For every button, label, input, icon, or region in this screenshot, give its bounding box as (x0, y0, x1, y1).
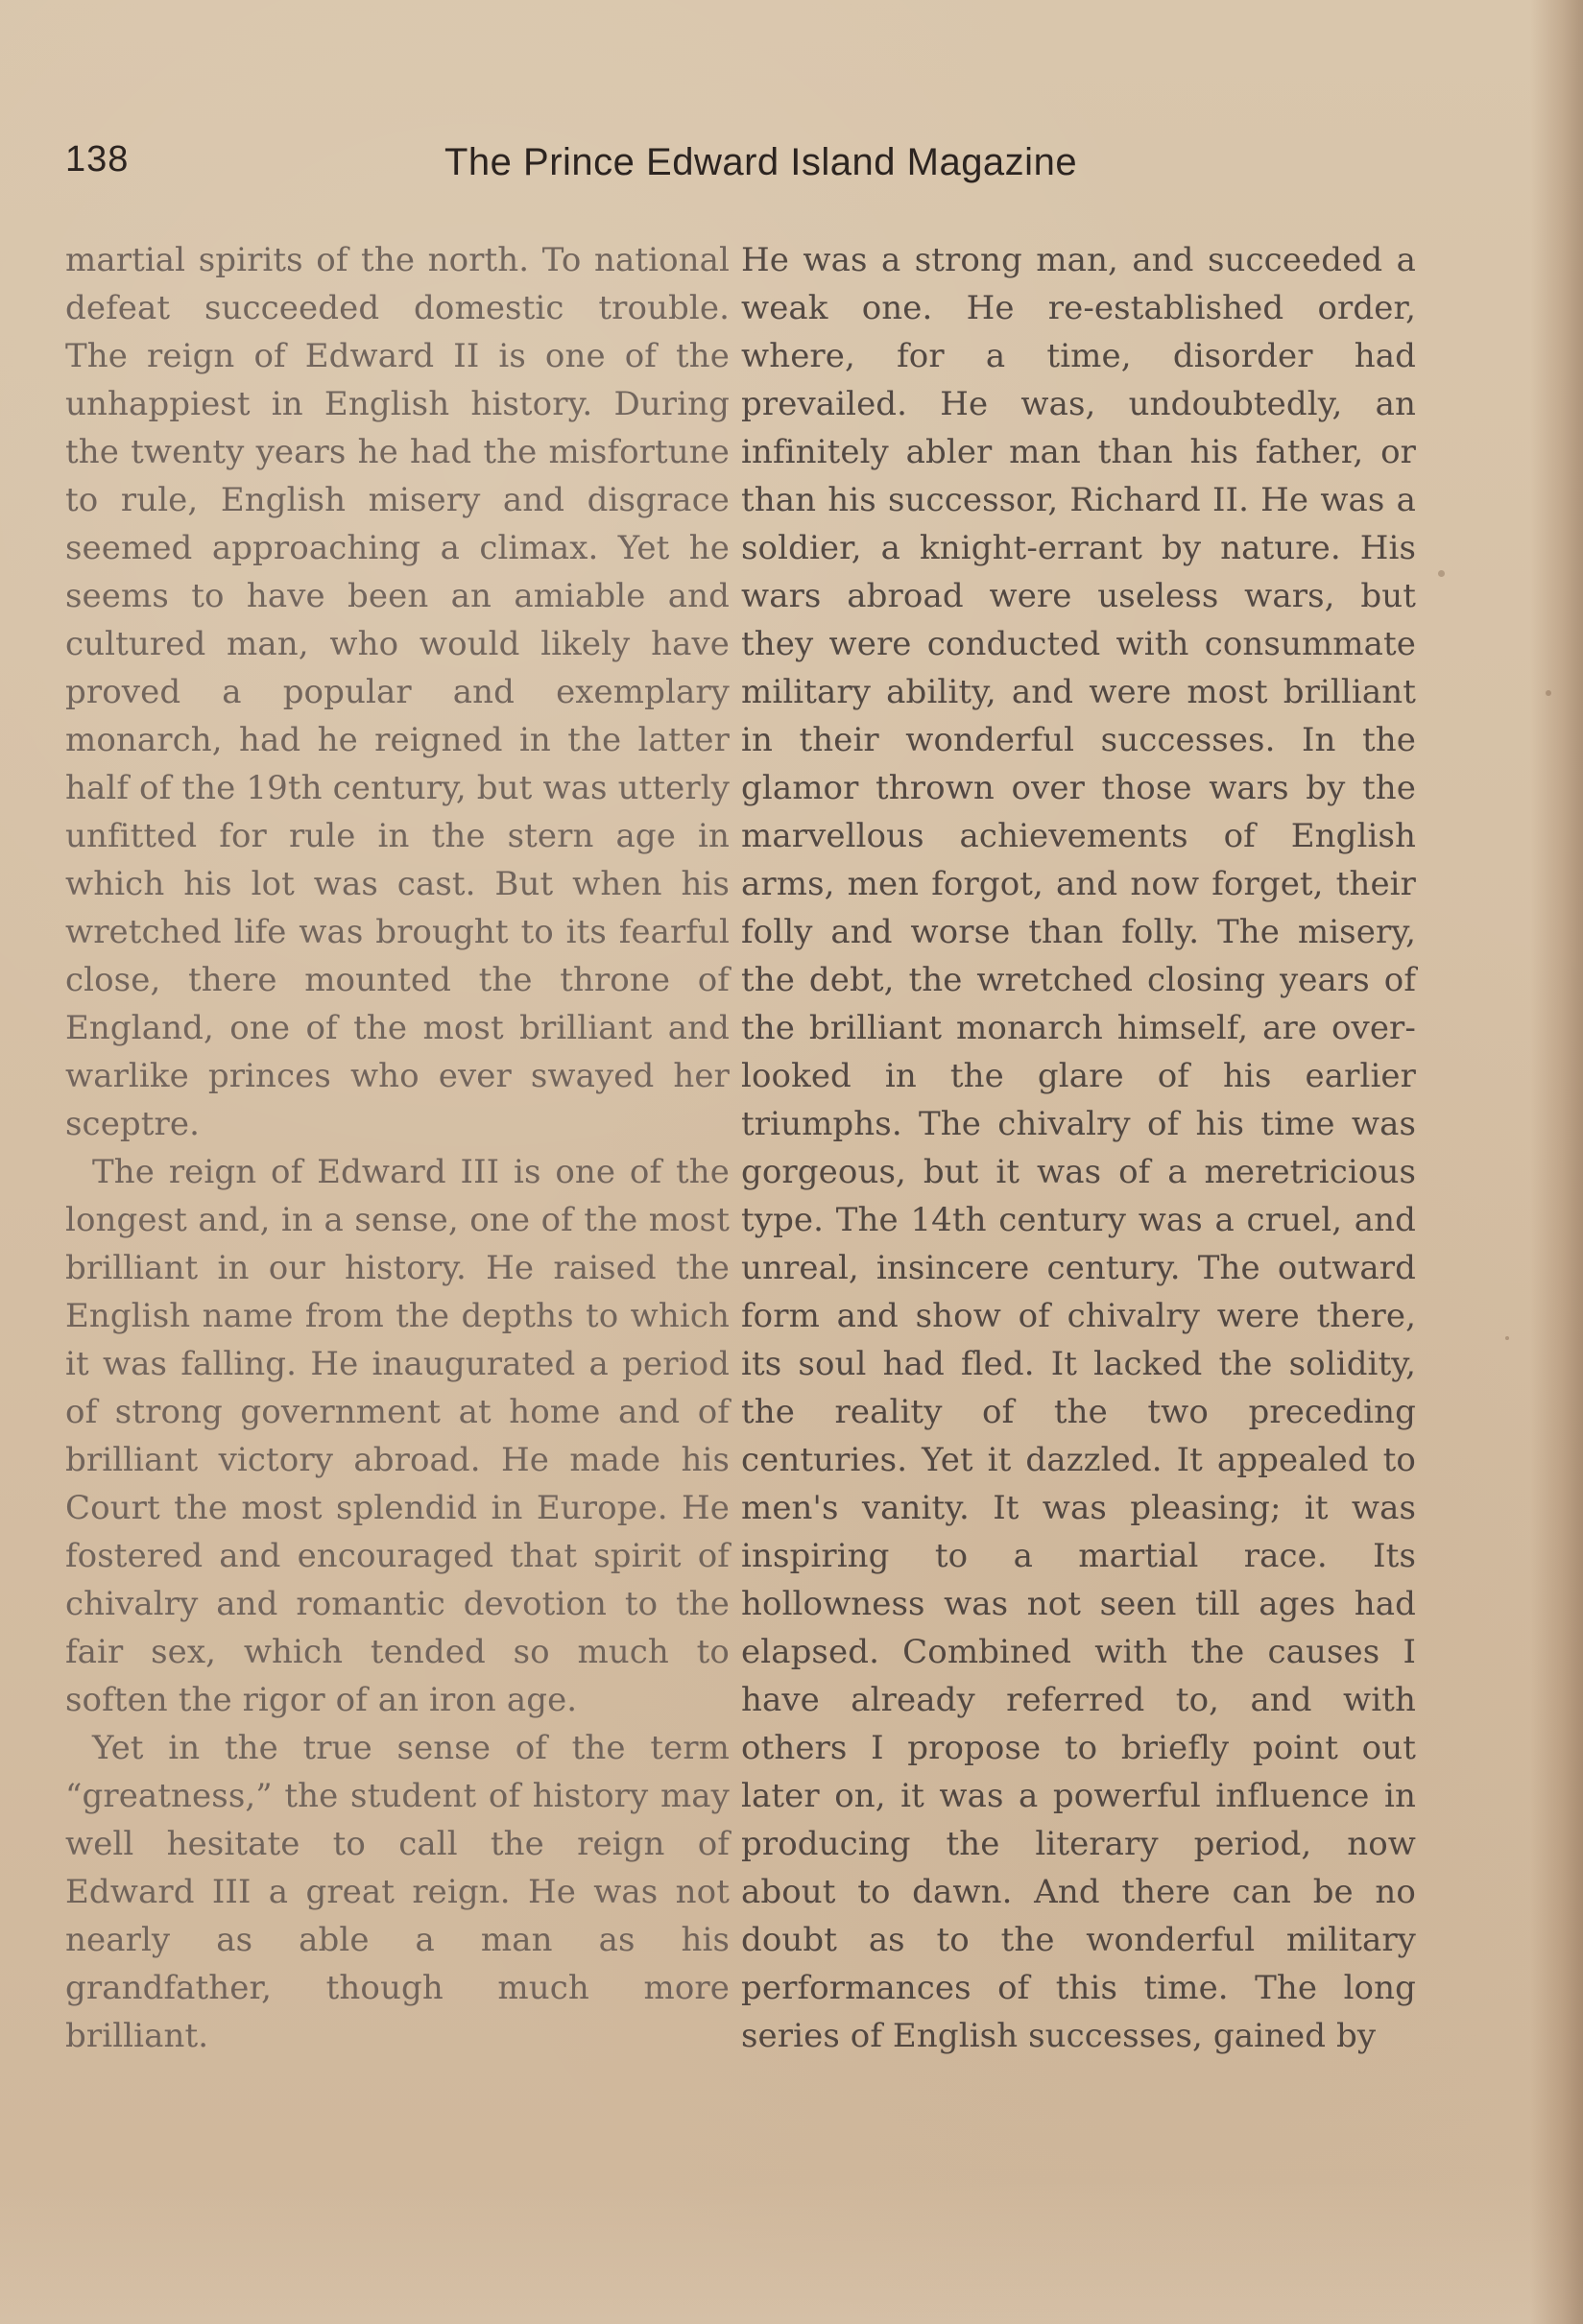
page-header (65, 139, 1140, 206)
paper-speck (1546, 690, 1551, 696)
bottom-paper-fade (0, 2180, 1583, 2324)
right-paragraph-1: He was a strong man, and succeeded a weak one. He re-established order, where, for a time, disorder had prevailed. He was, undoubtedly, an infinitely abler man than his father, or than his successor, Richard II. He was a soldier, a knight-errant by nature. His wars abroad were useless wars, but they were conducted with consummate military ability, and were most brilliant in their wonderful successes. In the glamor thrown over those wars by the marvellous achievements of English arms, men forgot, and now forget, their folly and worse than folly. The misery, the debt, the wretched closing years of the brilliant monarch himself, are over-looked in the glare of his earlier triumphs. The chivalry of his time was gorgeous, but it was of a meretricious type. The 14th century was a cruel, and unreal, insincere century. The outward form and show of chivalry were there, its soul had fled. It lacked the solidity, the reality of the two preceding centuries. Yet it dazzled. It appealed to men's vanity. It was pleasing; it was inspiring to a martial race. Its hollowness was not seen till ages had elapsed. Combined with the causes I have already referred to, and with others I propose to briefly point out later on, it was a powerful influence in producing the literary period, now about to dawn. And there can be no doubt as to the wonderful military performances of this time. The long series of English successes, gained by (741, 241, 1416, 2055)
journal-title: The Prince Edward Island Magazine (444, 141, 1078, 183)
left-paragraph-1: martial spirits of the north. To national defeat succeeded domestic trouble. The reign of Edward II is one of the unhappiest in English history. During the twenty years he had the misfortune to rule, English misery and disgrace seemed approaching a climax. Yet he seems to have been an amiable and cultured man, who would likely have proved a popular and exemplary monarch, had he reigned in the latter half of the 19th century, but was utterly unfitted for rule in the stern age in which his lot was cast. But when his wretched life was brought to its fearful close, there mounted the throne of England, one of the most brilliant and warlike princes who ever swayed her sceptre. (65, 241, 730, 1143)
left-paragraph-3: Yet in the true sense of the term “greatness,” the student of history may well hesitate to call the reign of Edward III a great reign. He was not nearly as able a man as his grandfather, though much more brilliant. (65, 1729, 730, 2055)
right-text-column (741, 236, 1416, 2060)
paper-speck (1438, 570, 1445, 577)
page-number: 138 (65, 139, 130, 180)
paper-speck (1505, 1336, 1509, 1340)
left-paragraph-2: The reign of Edward III is one of the longest and, in a sense, one of the most brilliant in our history. He raised the English name from the depths to which it was falling. He inaugurated a period of strong government at home and of brilliant victory abroad. He made his Court the most splendid in Europe. He fostered and encouraged that spirit of chivalry and romantic devotion to the fair sex, which tended so much to soften the rigor of an iron age. (65, 1153, 730, 1719)
left-text-column (65, 236, 730, 2060)
